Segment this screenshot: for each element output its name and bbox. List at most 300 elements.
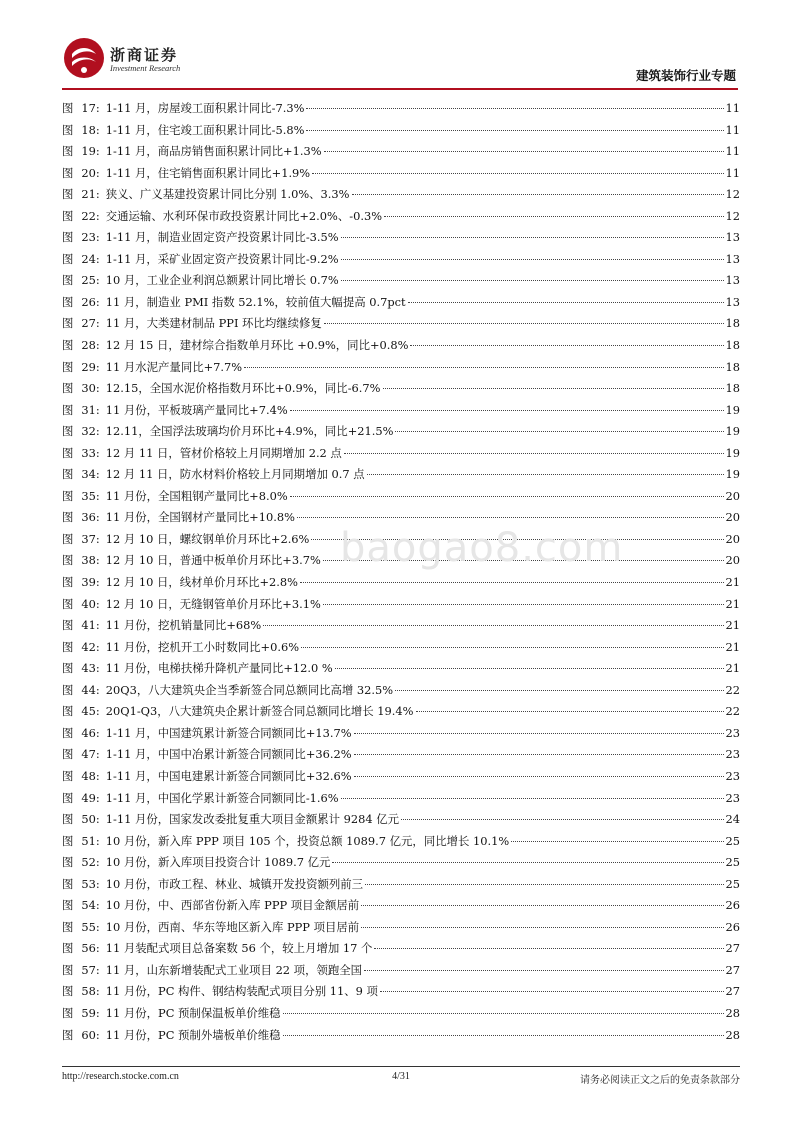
toc-title: 20Q1-Q3，八大建筑央企累计新签合同总额同比增长 19.4% — [105, 704, 414, 719]
toc-figure-number: 20 — [81, 165, 96, 180]
toc-entry[interactable] — [62, 831, 740, 853]
toc-entry[interactable] — [62, 378, 740, 400]
toc-dot-leader — [341, 237, 724, 238]
toc-separator: : — [95, 316, 100, 331]
toc-figure-prefix: 图 — [62, 941, 76, 956]
toc-figure-number: 46 — [81, 725, 96, 740]
toc-page-number: 23 — [725, 790, 740, 805]
toc-page-number: 21 — [725, 575, 740, 590]
toc-figure-number: 47 — [81, 747, 96, 762]
toc-title: 10 月份，新入库 PPP 项目 105 个，投资总额 1089.7 亿元，同比增长 10.1% — [105, 833, 510, 848]
toc-title: 20Q3，八大建筑央企当季新签合同总额同比高增 32.5% — [105, 682, 394, 697]
toc-figure-number: 34 — [81, 467, 96, 482]
toc-page-number: 28 — [725, 1005, 740, 1020]
toc-entry[interactable] — [62, 1003, 740, 1025]
toc-title: 1-11 月，住宅竣工面积累计同比-5.8% — [105, 122, 305, 137]
toc-page-number: 11 — [725, 122, 740, 137]
toc-separator: : — [95, 790, 100, 805]
toc-entry[interactable] — [62, 464, 740, 486]
toc-figure-prefix: 图 — [62, 381, 76, 396]
toc-separator: : — [95, 381, 100, 396]
toc-title: 11 月份，全国粗钢产量同比+8.0% — [105, 488, 288, 503]
toc-page-number: 11 — [725, 144, 740, 159]
toc-separator: : — [95, 1005, 100, 1020]
toc-entry[interactable] — [62, 981, 740, 1003]
toc-figure-number: 57 — [81, 962, 96, 977]
toc-title: 11 月份，PC 预制外墙板单价维稳 — [105, 1027, 281, 1042]
toc-figure-number: 38 — [81, 553, 96, 568]
watermark: baogao8.com — [340, 525, 624, 571]
toc-separator: : — [95, 553, 100, 568]
toc-dot-leader — [416, 711, 724, 712]
toc-figure-prefix: 图 — [62, 316, 76, 331]
toc-separator: : — [95, 101, 100, 115]
toc-separator: : — [95, 445, 100, 460]
toc-figure-number: 32 — [81, 424, 96, 439]
toc-separator: : — [95, 251, 100, 266]
toc-figure-number: 28 — [81, 338, 96, 353]
toc-page-number: 11 — [725, 101, 740, 115]
toc-dot-leader — [354, 733, 724, 734]
toc-figure-number: 45 — [81, 704, 96, 719]
toc-title: 12 月 10 日，螺纹钢单价月环比+2.6% — [105, 531, 310, 546]
toc-figure-number: 19 — [81, 144, 96, 159]
toc-figure-number: 41 — [81, 618, 96, 633]
toc-figure-prefix: 图 — [62, 661, 76, 676]
toc-entry[interactable] — [62, 184, 740, 206]
toc-dot-leader — [352, 194, 724, 195]
toc-figure-prefix: 图 — [62, 790, 76, 805]
toc-figure-prefix: 图 — [62, 359, 76, 374]
toc-figure-number: 21 — [81, 187, 96, 202]
toc-page-number: 18 — [725, 359, 740, 374]
toc-figure-number: 40 — [81, 596, 96, 611]
toc-dot-leader — [332, 862, 723, 863]
toc-page-number: 13 — [725, 251, 740, 266]
toc-separator: : — [95, 467, 100, 482]
toc-title: 12 月 10 日，普通中板单价月环比+3.7% — [105, 553, 321, 568]
toc-title: 1-11 月，中国电建累计新签合同额同比+32.6% — [105, 768, 352, 783]
toc-figure-number: 26 — [81, 294, 96, 309]
toc-title: 10 月，工业企业利润总额累计同比增长 0.7% — [105, 273, 339, 288]
toc-page-number: 13 — [725, 230, 740, 245]
toc-entry[interactable] — [62, 206, 740, 228]
toc-dot-leader — [335, 668, 724, 669]
toc-dot-leader — [395, 690, 723, 691]
toc-figure-prefix: 图 — [62, 596, 76, 611]
toc-entry[interactable] — [62, 98, 740, 120]
toc-page-number: 27 — [725, 984, 740, 999]
toc-figure-number: 18 — [81, 122, 96, 137]
toc-page-number: 27 — [725, 941, 740, 956]
toc-page-number: 19 — [725, 402, 740, 417]
toc-figure-number: 31 — [81, 402, 96, 417]
toc-title: 12 月 15 日，建材综合指数单月环比 +0.9%，同比+0.8% — [105, 338, 409, 353]
toc-figure-prefix: 图 — [62, 273, 76, 288]
toc-entry[interactable] — [62, 852, 740, 874]
toc-entry[interactable] — [62, 400, 740, 422]
toc-page-number: 21 — [725, 639, 740, 654]
toc-figure-number: 29 — [81, 359, 96, 374]
toc-separator: : — [95, 725, 100, 740]
toc-dot-leader — [367, 474, 724, 475]
toc-entry[interactable] — [62, 615, 740, 637]
toc-page-number: 23 — [725, 725, 740, 740]
toc-title: 11 月份，挖机开工小时数同比+0.6% — [105, 639, 300, 654]
toc-dot-leader — [263, 625, 723, 626]
toc-dot-leader — [301, 647, 723, 648]
toc-entry[interactable] — [62, 917, 740, 939]
toc-dot-leader — [306, 130, 723, 131]
toc-title: 11 月份，挖机销量同比+68% — [105, 618, 262, 633]
toc-dot-leader — [511, 841, 723, 842]
toc-page-number: 25 — [725, 833, 740, 848]
toc-figure-number: 55 — [81, 919, 96, 934]
toc-separator: : — [95, 768, 100, 783]
toc-separator: : — [95, 833, 100, 848]
toc-entry[interactable] — [62, 1025, 740, 1047]
toc-dot-leader — [324, 151, 724, 152]
toc-entry[interactable] — [62, 766, 740, 788]
toc-figure-prefix: 图 — [62, 531, 76, 546]
toc-separator: : — [95, 812, 100, 827]
toc-entry[interactable] — [62, 744, 740, 766]
toc-title: 11 月装配式项目总备案数 56 个，较上月增加 17 个 — [105, 941, 373, 956]
toc-separator: : — [95, 661, 100, 676]
toc-dot-leader — [341, 259, 724, 260]
toc-separator: : — [95, 855, 100, 870]
footer-disclaimer: 请务必阅读正文之后的免责条款部分 — [580, 1075, 740, 1086]
toc-figure-prefix: 图 — [62, 747, 76, 762]
toc-entry[interactable] — [62, 637, 740, 659]
toc-figure-prefix: 图 — [62, 510, 76, 525]
toc-page-number: 24 — [725, 812, 740, 827]
toc-separator: : — [95, 531, 100, 546]
toc-entry[interactable] — [62, 421, 740, 443]
toc-title: 11 月，制造业 PMI 指数 52.1%，较前值大幅提高 0.7pct — [105, 294, 406, 309]
toc-title: 1-11 月，中国建筑累计新签合同额同比+13.7% — [105, 725, 352, 740]
toc-entry[interactable] — [62, 960, 740, 982]
toc-dot-leader — [297, 517, 724, 518]
toc-separator: : — [95, 639, 100, 654]
toc-dot-leader — [380, 991, 724, 992]
page-header — [0, 0, 800, 95]
toc-figure-prefix: 图 — [62, 725, 76, 740]
toc-figure-number: 50 — [81, 812, 96, 827]
toc-figure-prefix: 图 — [62, 187, 76, 202]
toc-figure-prefix: 图 — [62, 424, 76, 439]
toc-dot-leader — [365, 884, 723, 885]
toc-separator: : — [95, 704, 100, 719]
toc-figure-number: 23 — [81, 230, 96, 245]
toc-separator: : — [95, 230, 100, 245]
toc-figure-prefix: 图 — [62, 101, 76, 115]
toc-page-number: 23 — [725, 747, 740, 762]
toc-dot-leader — [324, 323, 724, 324]
toc-title: 11 月份，PC 构件、钢结构装配式项目分别 11、9 项 — [105, 984, 378, 999]
toc-page-number: 28 — [725, 1027, 740, 1042]
toc-figure-prefix: 图 — [62, 488, 76, 503]
toc-page-number: 25 — [725, 855, 740, 870]
toc-separator: : — [95, 747, 100, 762]
toc-figure-prefix: 图 — [62, 876, 76, 891]
toc-page-number: 20 — [725, 531, 740, 546]
toc-entry[interactable] — [62, 572, 740, 594]
toc-entry[interactable] — [62, 788, 740, 810]
toc-figure-number: 30 — [81, 381, 96, 396]
page-number: 4/31 — [392, 1071, 410, 1082]
toc-entry[interactable] — [62, 680, 740, 702]
toc-figure-number: 27 — [81, 316, 96, 331]
toc-figure-prefix: 图 — [62, 833, 76, 848]
toc-page-number: 21 — [725, 661, 740, 676]
toc-dot-leader — [344, 453, 724, 454]
toc-separator: : — [95, 941, 100, 956]
toc-figure-number: 43 — [81, 661, 96, 676]
toc-separator: : — [95, 208, 100, 223]
header-divider — [62, 88, 738, 90]
toc-page-number: 21 — [725, 618, 740, 633]
toc-figure-number: 51 — [81, 833, 96, 848]
toc-dot-leader — [383, 388, 724, 389]
toc-entry[interactable] — [62, 443, 740, 465]
toc-figure-number: 54 — [81, 898, 96, 913]
toc-title: 10 月份，中、西部省份新入库 PPP 项目金额居前 — [105, 898, 360, 913]
toc-figure-number: 53 — [81, 876, 96, 891]
toc-separator: : — [95, 338, 100, 353]
toc-figure-number: 52 — [81, 855, 96, 870]
toc-page-number: 19 — [725, 445, 740, 460]
toc-figure-prefix: 图 — [62, 338, 76, 353]
toc-separator: : — [95, 682, 100, 697]
toc-entry[interactable] — [62, 895, 740, 917]
toc-page-number: 21 — [725, 596, 740, 611]
toc-entry[interactable] — [62, 486, 740, 508]
toc-separator: : — [95, 984, 100, 999]
toc-dot-leader — [306, 108, 723, 109]
toc-title: 1-11 月份，国家发改委批复重大项目金额累计 9284 亿元 — [105, 812, 400, 827]
toc-separator: : — [95, 144, 100, 159]
toc-figure-prefix: 图 — [62, 402, 76, 417]
toc-figure-number: 60 — [81, 1027, 96, 1042]
toc-page-number: 26 — [725, 919, 740, 934]
toc-entry[interactable] — [62, 313, 740, 335]
toc-dot-leader — [364, 970, 723, 971]
toc-title: 11 月，大类建材制品 PPI 环比均继续修复 — [105, 316, 322, 331]
toc-title: 狭义、广义基建投资累计同比分别 1.0%、3.3% — [105, 187, 350, 202]
toc-entry[interactable] — [62, 249, 740, 271]
toc-figure-prefix: 图 — [62, 144, 76, 159]
company-logo — [62, 36, 106, 80]
toc-separator: : — [95, 876, 100, 891]
toc-figure-number: 33 — [81, 445, 96, 460]
toc-figure-prefix: 图 — [62, 165, 76, 180]
toc-title: 12.11，全国浮法玻璃均价月环比+4.9%，同比+21.5% — [105, 424, 394, 439]
toc-title: 12 月 11 日，防水材料价格较上月同期增加 0.7 点 — [105, 467, 365, 482]
toc-title: 12.15，全国水泥价格指数月环比+0.9%，同比-6.7% — [105, 381, 381, 396]
toc-figure-prefix: 图 — [62, 919, 76, 934]
toc-figure-number: 25 — [81, 273, 96, 288]
toc-entry[interactable] — [62, 938, 740, 960]
toc-title: 1-11 月，商品房销售面积累计同比+1.3% — [105, 144, 322, 159]
toc-dot-leader — [361, 905, 723, 906]
toc-dot-leader — [283, 1013, 724, 1014]
toc-separator: : — [95, 165, 100, 180]
toc-figure-number: 48 — [81, 768, 96, 783]
toc-separator: : — [95, 424, 100, 439]
toc-figure-number: 37 — [81, 531, 96, 546]
toc-title: 12 月 11 日，管材价格较上月同期增加 2.2 点 — [105, 445, 342, 460]
toc-page-number: 26 — [725, 898, 740, 913]
toc-page-number: 12 — [725, 187, 740, 202]
toc-figure-prefix: 图 — [62, 898, 76, 913]
toc-figure-prefix: 图 — [62, 618, 76, 633]
toc-separator: : — [95, 273, 100, 288]
toc-figure-prefix: 图 — [62, 575, 76, 590]
toc-entry[interactable] — [62, 335, 740, 357]
toc-figure-number: 49 — [81, 790, 96, 805]
toc-title: 10 月份，新入库项目投资合计 1089.7 亿元 — [105, 855, 331, 870]
toc-title: 11 月份，全国钢材产量同比+10.8% — [105, 510, 295, 525]
toc-dot-leader — [354, 776, 724, 777]
toc-title: 11 月，山东新增装配式工业项目 22 项，领跑全国 — [105, 962, 363, 977]
toc-dot-leader — [323, 604, 724, 605]
toc-dot-leader — [290, 410, 724, 411]
toc-figure-prefix: 图 — [62, 467, 76, 482]
toc-figure-prefix: 图 — [62, 855, 76, 870]
toc-separator: : — [95, 919, 100, 934]
toc-figure-prefix: 图 — [62, 445, 76, 460]
toc-dot-leader — [384, 216, 723, 217]
toc-figure-number: 22 — [81, 208, 96, 223]
toc-figure-prefix: 图 — [62, 1027, 76, 1042]
toc-figure-prefix: 图 — [62, 122, 76, 137]
toc-title: 11 月份，平板玻璃产量同比+7.4% — [105, 402, 288, 417]
toc-dot-leader — [410, 345, 723, 346]
brand-name-cn: 浙商证券 — [110, 46, 179, 64]
report-type: 建筑装饰行业专题 — [635, 68, 736, 83]
toc-dot-leader — [408, 302, 724, 303]
toc-entry[interactable] — [62, 227, 740, 249]
figure-index — [62, 98, 740, 1046]
toc-figure-prefix: 图 — [62, 812, 76, 827]
toc-entry[interactable] — [62, 809, 740, 831]
toc-separator: : — [95, 618, 100, 633]
toc-separator: : — [95, 402, 100, 417]
toc-entry[interactable] — [62, 874, 740, 896]
toc-figure-number: 58 — [81, 984, 96, 999]
toc-dot-leader — [395, 431, 723, 432]
toc-page-number: 22 — [725, 682, 740, 697]
toc-figure-number: 24 — [81, 251, 96, 266]
toc-figure-number: 35 — [81, 488, 96, 503]
toc-figure-prefix: 图 — [62, 1005, 76, 1020]
toc-figure-prefix: 图 — [62, 294, 76, 309]
toc-page-number: 18 — [725, 381, 740, 396]
toc-title: 交通运输、水利环保市政投资累计同比+2.0%、-0.3% — [105, 208, 383, 223]
toc-entry[interactable] — [62, 270, 740, 292]
toc-entry[interactable] — [62, 141, 740, 163]
toc-figure-number: 36 — [81, 510, 96, 525]
toc-figure-prefix: 图 — [62, 682, 76, 697]
toc-entry[interactable] — [62, 120, 740, 142]
toc-page-number: 22 — [725, 704, 740, 719]
brand-name-en: Investment Research — [110, 63, 181, 73]
toc-title: 10 月份，西南、华东等地区新入库 PPP 项目居前 — [105, 919, 360, 934]
footer-url-link[interactable]: http://research.stocke.com.cn — [62, 1071, 179, 1082]
toc-title: 1-11 月，采矿业固定资产投资累计同比-9.2% — [105, 251, 339, 266]
toc-dot-leader — [341, 798, 724, 799]
toc-figure-number: 56 — [81, 941, 96, 956]
footer-divider — [62, 1066, 740, 1067]
toc-figure-number: 44 — [81, 682, 96, 697]
toc-figure-number: 59 — [81, 1005, 96, 1020]
toc-entry[interactable] — [62, 357, 740, 379]
toc-title: 10 月份，市政工程、林业、城镇开发投资额列前三 — [105, 876, 364, 891]
toc-entry[interactable] — [62, 658, 740, 680]
toc-page-number: 23 — [725, 768, 740, 783]
toc-page-number: 20 — [725, 553, 740, 568]
toc-page-number: 19 — [725, 467, 740, 482]
toc-figure-number: 39 — [81, 575, 96, 590]
toc-figure-prefix: 图 — [62, 962, 76, 977]
toc-dot-leader — [300, 582, 724, 583]
toc-figure-prefix: 图 — [62, 768, 76, 783]
toc-dot-leader — [374, 948, 723, 949]
toc-entry[interactable] — [62, 163, 740, 185]
toc-separator: : — [95, 962, 100, 977]
toc-entry[interactable] — [62, 594, 740, 616]
toc-title: 1-11 月，中国中冶累计新签合同额同比+36.2% — [105, 747, 352, 762]
toc-title: 12 月 10 日，线材单价月环比+2.8% — [105, 575, 298, 590]
toc-dot-leader — [244, 367, 723, 368]
toc-figure-number: 42 — [81, 639, 96, 654]
toc-entry[interactable] — [62, 723, 740, 745]
toc-page-number: 13 — [725, 273, 740, 288]
toc-title: 11 月水泥产量同比+7.7% — [105, 359, 243, 374]
toc-page-number: 18 — [725, 316, 740, 331]
toc-title: 1-11 月，房屋竣工面积累计同比-7.3% — [105, 101, 305, 115]
toc-separator: : — [95, 488, 100, 503]
toc-page-number: 13 — [725, 294, 740, 309]
toc-figure-prefix: 图 — [62, 208, 76, 223]
toc-separator: : — [95, 596, 100, 611]
toc-figure-prefix: 图 — [62, 984, 76, 999]
toc-page-number: 27 — [725, 962, 740, 977]
toc-separator: : — [95, 187, 100, 202]
toc-figure-number: 17 — [81, 101, 96, 115]
toc-title: 11 月份，PC 预制保温板单价维稳 — [105, 1005, 281, 1020]
toc-dot-leader — [354, 754, 724, 755]
toc-dot-leader — [401, 819, 723, 820]
toc-figure-prefix: 图 — [62, 704, 76, 719]
toc-page-number: 20 — [725, 488, 740, 503]
toc-title: 1-11 月，制造业固定资产投资累计同比-3.5% — [105, 230, 339, 245]
toc-dot-leader — [283, 1035, 724, 1036]
toc-page-number: 11 — [725, 165, 740, 180]
toc-entry[interactable] — [62, 292, 740, 314]
toc-separator: : — [95, 575, 100, 590]
toc-entry[interactable] — [62, 701, 740, 723]
toc-title: 1-11 月，住宅销售面积累计同比+1.9% — [105, 165, 311, 180]
toc-separator: : — [95, 294, 100, 309]
toc-separator: : — [95, 122, 100, 137]
toc-figure-prefix: 图 — [62, 251, 76, 266]
toc-separator: : — [95, 1027, 100, 1042]
toc-figure-prefix: 图 — [62, 639, 76, 654]
toc-title: 1-11 月，中国化学累计新签合同额同比-1.6% — [105, 790, 339, 805]
toc-page-number: 25 — [725, 876, 740, 891]
